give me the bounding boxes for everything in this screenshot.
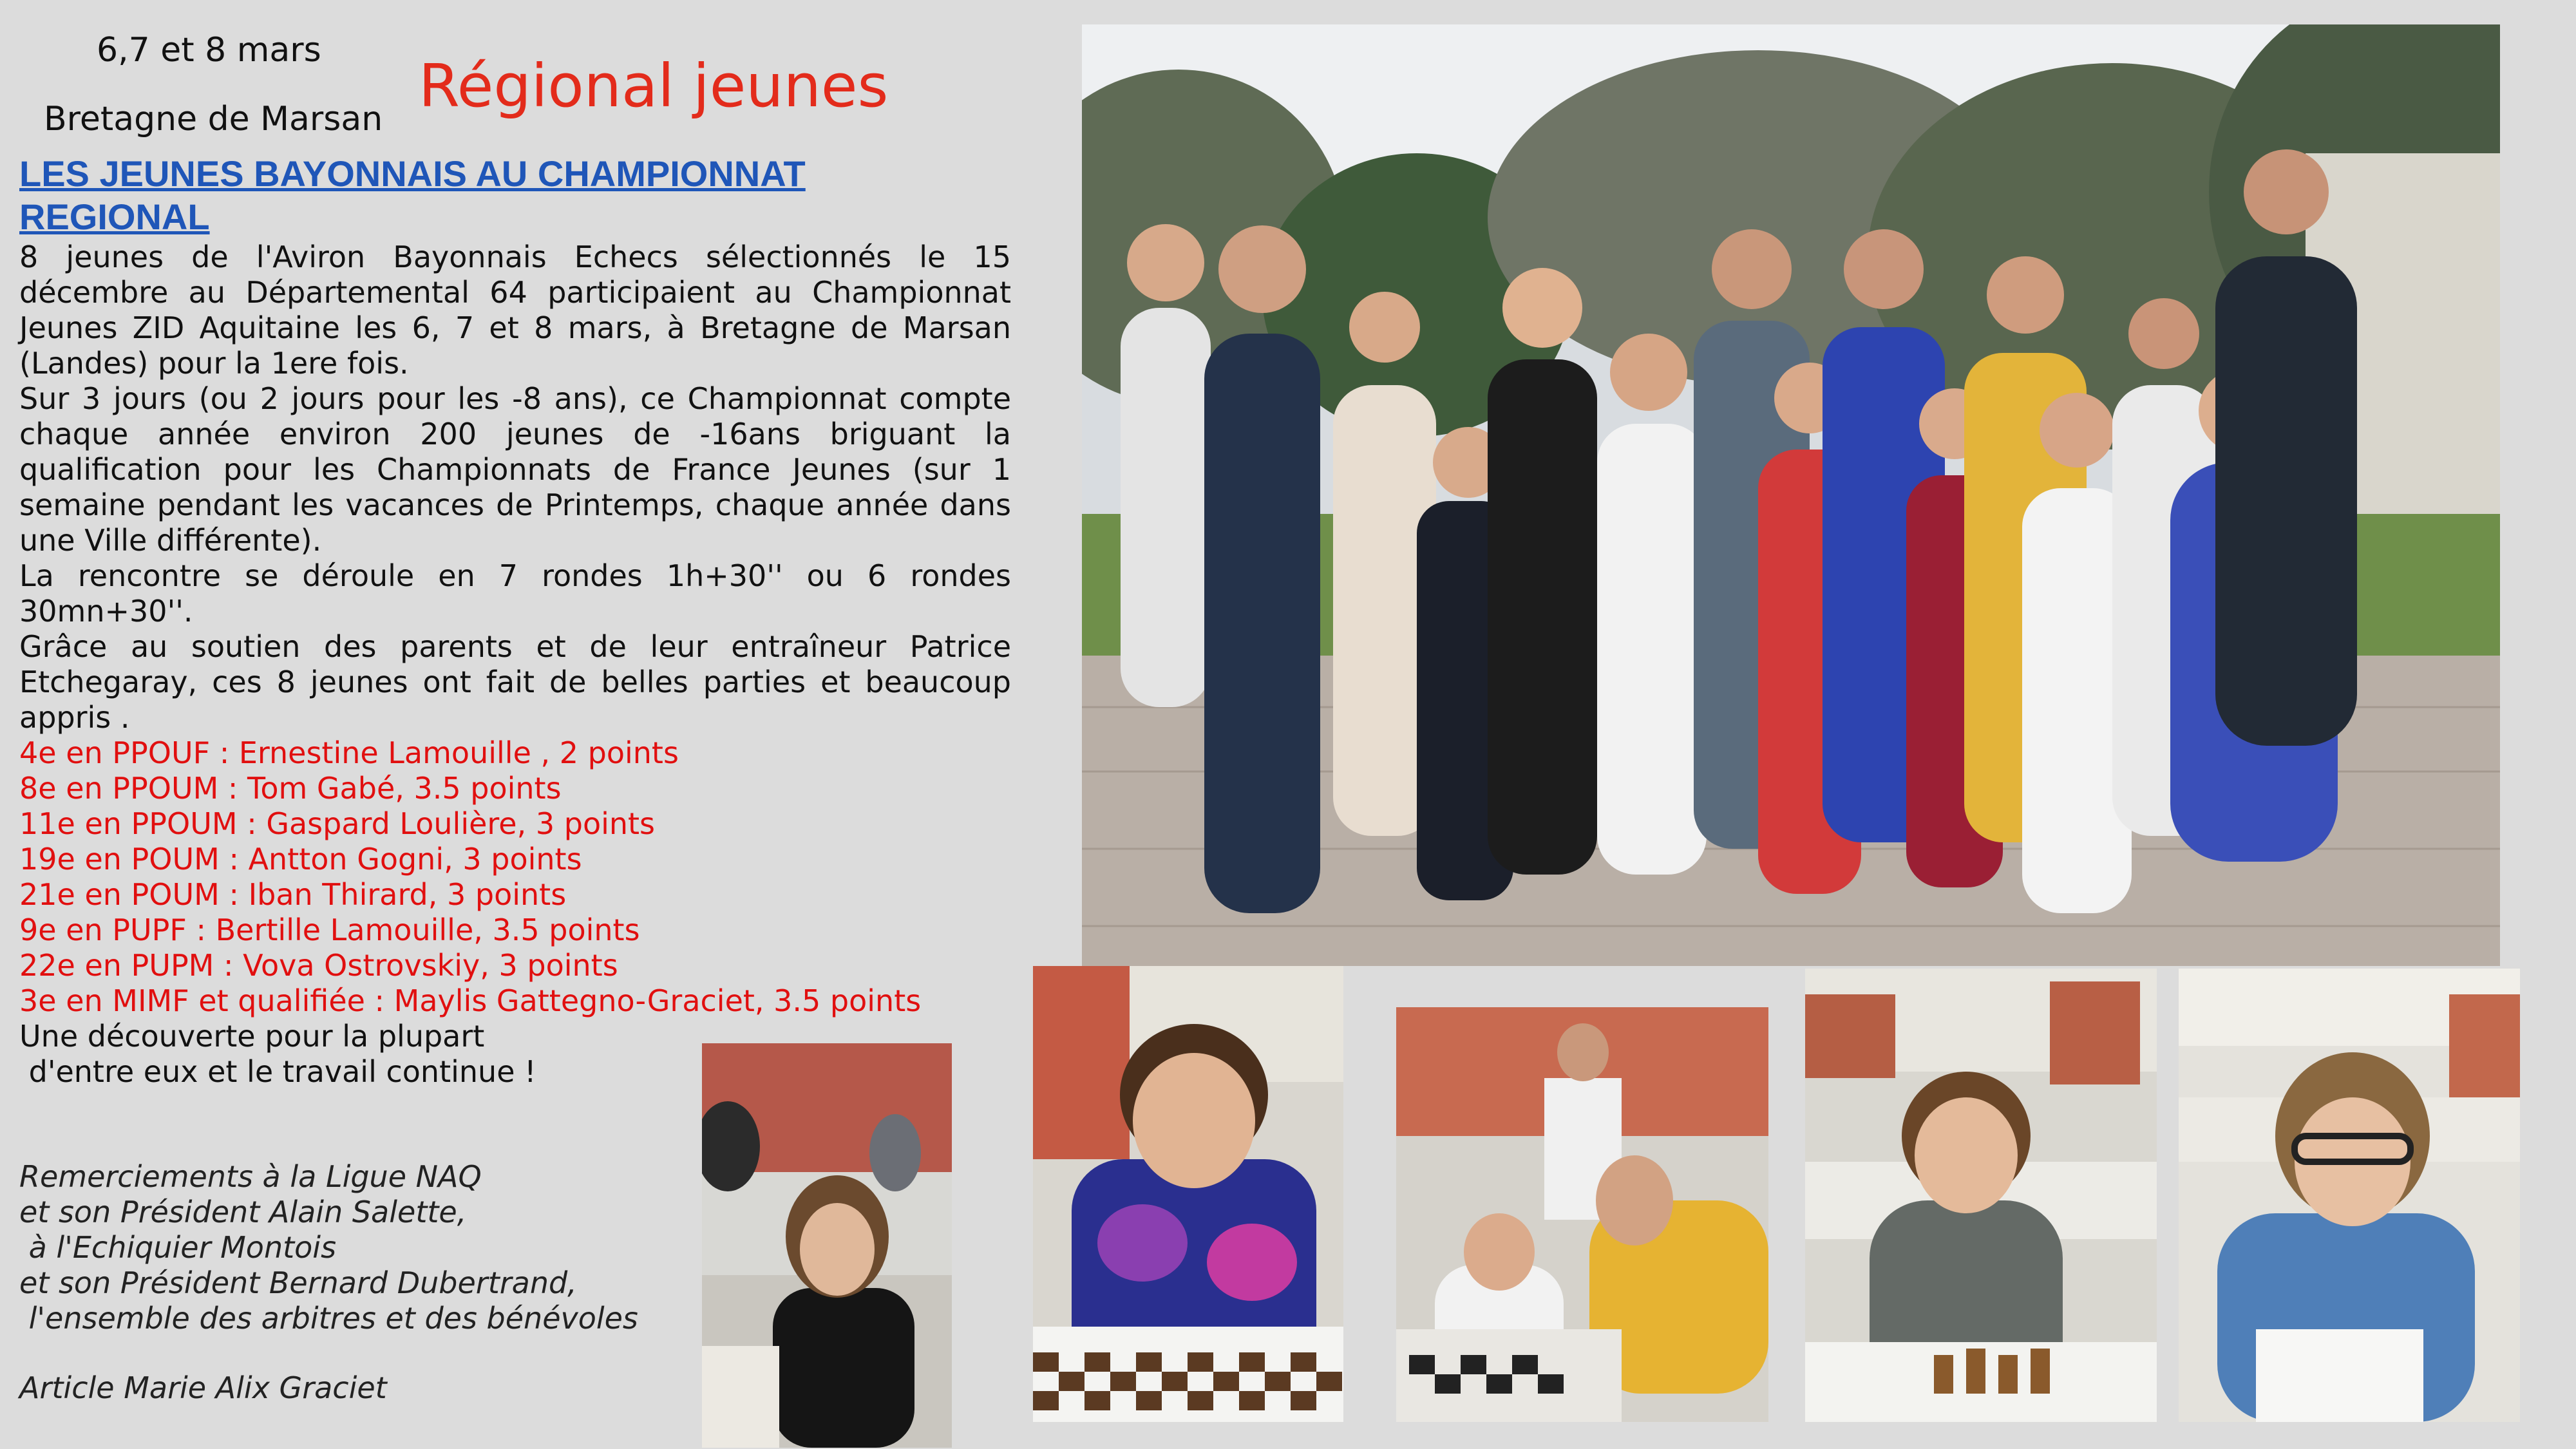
closing-line: Une découverte pour la plupart: [19, 1019, 485, 1054]
acknowledgements: [19, 1159, 702, 1336]
result-item: 19e en POUM : Antton Gogni, 3 points: [19, 842, 582, 876]
article-paragraph: La rencontre se déroule en 7 rondes 1h+30'' ou 6 rondes 30mn+30''.: [19, 558, 1011, 629]
result-item: 8e en PPOUM : Tom Gabé, 3.5 points: [19, 771, 562, 806]
girl-player-photo: [702, 1043, 952, 1448]
credit-line: Remerciements à la Ligue NAQ: [19, 1159, 482, 1194]
credit-line: et son Président Alain Salette,: [19, 1195, 467, 1229]
event-location: Bretagne de Marsan: [44, 100, 383, 138]
girl-glasses-photo: [2179, 969, 2520, 1422]
credit-line: et son Président Bernard Dubertrand,: [19, 1265, 577, 1300]
closing-line: d'entre eux et le travail continue !: [19, 1054, 536, 1089]
credit-line: à l'Echiquier Montois: [19, 1230, 337, 1265]
results-list: [19, 735, 1011, 1019]
article-paragraph: 8 jeunes de l'Aviron Bayonnais Echecs sélectionnés le 15 décembre au Départemental 64 participaient au Championnat Jeunes ZID Aquitaine les 6, 7 et 8 mars, à Bretagne de Marsan (Landes) pour la 1ere fois.: [19, 240, 1011, 381]
credit-line: l'ensemble des arbitres et des bénévoles: [19, 1301, 638, 1336]
article-headline: LES JEUNES BAYONNAIS AU CHAMPIONNAT REGIONAL: [19, 153, 806, 237]
result-item: 21e en POUM : Iban Thirard, 3 points: [19, 877, 567, 912]
result-item: 4e en PPOUF : Ernestine Lamouille , 2 points: [19, 735, 679, 770]
page-title: Régional jeunes: [419, 52, 889, 120]
boy-galaxy-hoodie-photo: [1033, 966, 1343, 1422]
result-item: 11e en PPOUM : Gaspard Loulière, 3 points: [19, 806, 656, 841]
article-author: Article Marie Alix Graciet: [19, 1370, 387, 1405]
article-body: [19, 240, 1011, 1090]
boy-grey-hoodie-photo: [1805, 969, 2157, 1422]
event-dates: 6,7 et 8 mars: [97, 31, 321, 70]
article-paragraph: Sur 3 jours (ou 2 jours pour les -8 ans), ce Championnat compte chaque année environ 200 jeunes de -16ans briguant la qualification pour les Championnats de France Jeunes (sur 1 semaine pendant les vacances de Printemps, chaque année dans une Ville différente).: [19, 381, 1011, 558]
coach-and-boy-photo: [1396, 1007, 1768, 1422]
article-paragraph: Grâce au soutien des parents et de leur entraîneur Patrice Etchegaray, ces 8 jeunes ont fait de belles parties et beaucoup appris .: [19, 629, 1011, 735]
result-item: 3e en MIMF et qualifiée : Maylis Gattegno-Graciet, 3.5 points: [19, 983, 922, 1018]
group-photo: [1082, 24, 2500, 966]
result-item: 22e en PUPM : Vova Ostrovskiy, 3 points: [19, 948, 618, 983]
result-item: 9e en PUPF : Bertille Lamouille, 3.5 points: [19, 913, 640, 947]
